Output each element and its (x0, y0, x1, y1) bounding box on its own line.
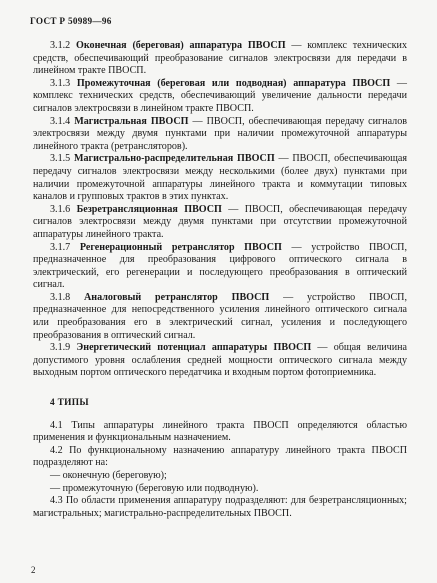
clause-term: Аналоговый ретранслятор ПВОСП (84, 291, 270, 303)
clause-text: — ПВОСП, обеспечивающая передачу сигналов электросвязи между несколькими (более двух) пунктами при наличии промежуточной аппаратуры линейного тракта и коммутации типовых каналов и групповых трактов в этих пунктах. (33, 153, 408, 203)
page-content (33, 40, 407, 520)
clause-number: 3.1.4 (50, 115, 71, 127)
clause-4-1: 4.1 Типы аппаратуры линейного тракта ПВОСП определяются областью применения и функциональным назначением. (33, 419, 407, 444)
clause-text: — комплекс технических средств, обеспечивающий увеличение дальности передачи сигналов электросвязи в линейном тракте ПВОСП. (33, 77, 407, 114)
clause-4-2: 4.2 По функциональному назначению аппаратуру линейного тракта ПВОСП подразделяют на: (33, 444, 407, 469)
list-item: — промежуточную (береговую или подводную). (50, 482, 259, 494)
clause-4-3: 4.3 По области применения аппаратуру подразделяют: для безретрансляционных; магистральных; магистрально-распределительных ПВОСП. (33, 495, 407, 519)
clause-text: — ПВОСП, обеспечивающая передачу сигналов электросвязи между двумя пунктами при отсутствии промежуточной аппаратуры линейного тракта. (33, 203, 407, 240)
clause-number: 3.1.9 (50, 342, 71, 354)
clause-term: Энергетический потенциал аппаратуры ПВОСП (76, 342, 312, 354)
clause-number: 3.1.2 (50, 40, 71, 51)
clause-3-1-2 (33, 40, 407, 78)
clause-term: Магистральная ПВОСП (74, 115, 189, 127)
clause-3-1-4 (33, 116, 407, 154)
clause-text: — ПВОСП, обеспечивающая передачу сигналов электросвязи между двумя пунктами при наличии промежуточной аппаратуры линейного тракта (ретрансляторов). (33, 115, 408, 152)
clause-3-1-8 (33, 292, 407, 342)
clause-3-1-5 (33, 153, 407, 203)
page-number: 2 (31, 565, 36, 575)
clause-text: — устройство ПВОСП, предназначенное для непосредственного усиления линейного оптического сигнала или преобразования его в электрический сигнал, усиления и последующего преобразования в оптический сигнал. (33, 291, 407, 341)
clause-term: Безретрансляционная ПВОСП (76, 203, 222, 215)
page-header: ГОСТ Р 50989—96 (30, 16, 112, 26)
clause-text: — общая величина допустимого уровня ослабления средней мощности оптического сигнала между выходным портом оптического передатчика и входным портом фотоприемника. (33, 342, 407, 379)
clause-number: 3.1.3 (50, 77, 71, 89)
clause-term: Регенерационный ретранслятор ПВОСП (79, 241, 282, 253)
clause-number: 3.1.6 (50, 203, 71, 215)
clause-number: 3.1.8 (50, 291, 71, 303)
clause-3-1-9 (33, 342, 407, 380)
clause-3-1-6 (33, 204, 407, 242)
clause-term: Оконечная (береговая) аппаратура ПВОСП (76, 40, 286, 51)
clause-term: Магистрально-распределительная ПВОСП (73, 153, 275, 165)
section-heading: 4 ТИПЫ (50, 398, 89, 409)
clause-number: 3.1.7 (50, 241, 71, 253)
clause-3-1-7 (33, 242, 407, 292)
clause-text: — комплекс технических средств, обеспечивающий преобразование сигналов электросвязи для передачи в линейном тракте ПВОСП. (33, 40, 407, 77)
list-item: — оконечную (береговую); (50, 470, 167, 481)
clause-3-1-3 (33, 78, 407, 116)
clause-text: — устройство ПВОСП, предназначенное для преобразования цифрового оптического сигнала в электрический, его регенерации и последующего преобразования в оптический сигнал. (33, 241, 407, 291)
clause-term: Промежуточная (береговая или подводная) аппаратура ПВОСП (76, 77, 391, 89)
clause-number: 3.1.5 (50, 153, 71, 165)
